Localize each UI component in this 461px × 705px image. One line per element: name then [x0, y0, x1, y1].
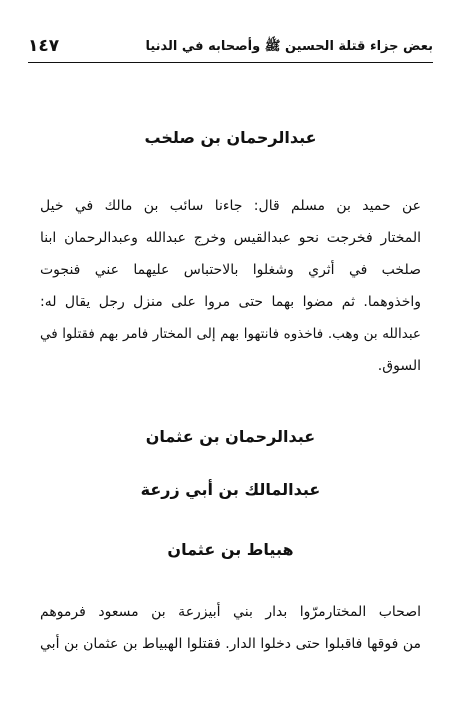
running-header: [28, 38, 433, 60]
paragraph-line: واخذوهما. ثم مضوا بهما حتى مروا على منزل رجل يقال له:: [40, 294, 421, 310]
section-paragraph: [40, 190, 421, 382]
paragraph-line: المختار فخرجت نحو عبدالقيس وخرج عبدالله وعبدالرحمان ابنا: [40, 230, 421, 246]
section-heading: عبدالرحمان بن عثمان: [145, 427, 316, 446]
section-heading: عبدالمالك بن أبي زرعة: [140, 480, 321, 499]
paragraph-line: السوق.: [377, 358, 421, 374]
section-heading: عبدالرحمان بن صلخب: [144, 128, 317, 147]
paragraph-line: عبدالله بن وهب. فاخذوه فانتهوا بهم إلى المختار فامر بهم فقتلوا في: [40, 326, 421, 342]
section-paragraph: [40, 596, 421, 660]
section-heading: هبياط بن عثمان: [167, 540, 294, 559]
paragraph-line: من فوقها فاقبلوا حتى دخلوا الدار. فقتلوا الهبياط بن عثمان بن أبي: [40, 636, 421, 652]
paragraph-line: صلخب في أثري وشغلوا بالاحتباس عليهما عني فنجوت: [40, 262, 421, 278]
paragraph-line: اصحاب المختارمرّوا بدار بني أبيزرعة بن مسعود فرموهم: [40, 604, 421, 620]
page-number: ١٤٧: [28, 36, 60, 56]
paragraph-line: عن حميد بن مسلم قال: جاءنا سائب بن مالك في خيل: [40, 198, 421, 214]
header-rule: [28, 62, 433, 63]
running-title: بعض جزاء قتلة الحسين ﷺ وأصحابه في الدنيا: [145, 39, 433, 54]
